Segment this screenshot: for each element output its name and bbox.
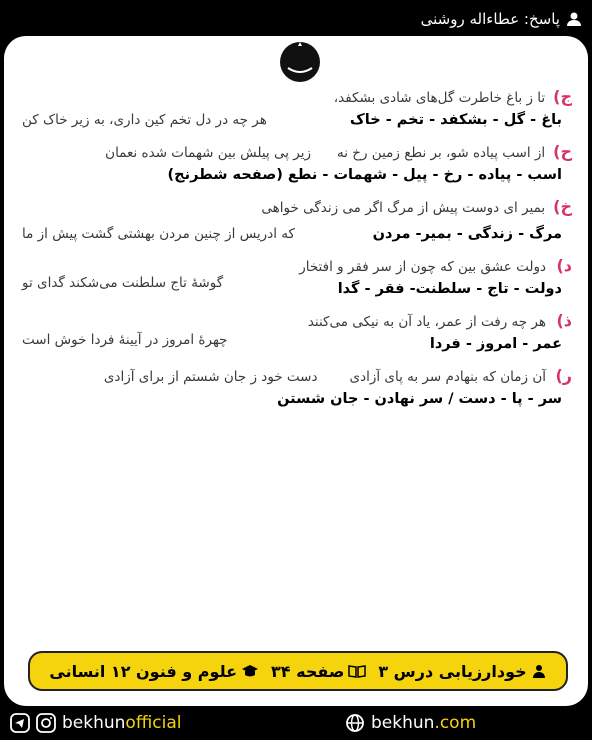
user-icon — [566, 11, 582, 27]
answer-words: سر - پا - دست / سر نهادن - جان شستن — [277, 391, 562, 407]
bottom-bar — [0, 706, 592, 740]
site-suffix: .com — [434, 713, 477, 733]
verse-first: آن زمان که بنهادم سر به پای آزادی — [349, 369, 546, 385]
answer-item — [22, 196, 572, 245]
answer-item — [22, 310, 572, 355]
item-marker: ح) — [553, 142, 572, 161]
answers-list — [22, 86, 572, 420]
verse-second: زیر پی پیلش بین شهمات شده نعمان — [105, 145, 311, 161]
answer-words: عمر - امروز - فردا — [429, 336, 562, 352]
graduation-cap-icon — [241, 664, 259, 678]
answer-words: اسب - پیاده - رخ - پیل - شهمات - نطع (صفحه شطرنج) — [167, 167, 562, 183]
student-icon — [531, 663, 547, 679]
website-link[interactable] — [345, 713, 476, 733]
book-label: علوم و فنون ۱۲ انسانی — [49, 661, 238, 681]
verse-first: از اسب پیاده شو، بر نطع زمین رخ نه — [337, 145, 546, 161]
item-marker: د) — [556, 256, 572, 275]
instagram-icon[interactable] — [36, 713, 56, 733]
answer-item — [22, 255, 572, 300]
verse-second: چهرهٔ امروز در آیینهٔ فردا خوش است — [22, 332, 228, 348]
verse-first: تا ز باغ خاطرت گل‌های شادی بشکفد، — [333, 90, 546, 106]
globe-icon — [345, 713, 365, 733]
item-marker: ذ) — [556, 311, 572, 330]
verse-first: هر چه رفت از عمر، یاد آن به نیکی می‌کنند — [307, 314, 546, 330]
lesson-footer — [28, 651, 568, 691]
item-marker: خ) — [553, 197, 572, 216]
answer-author: پاسخ: عطاءاله روشنی — [420, 10, 560, 28]
lesson-label: خودارزیابی درس ۳ — [378, 661, 527, 681]
book-icon — [348, 664, 366, 678]
site-prefix: bekhun — [371, 713, 435, 733]
telegram-icon[interactable] — [10, 713, 30, 733]
item-marker: ر) — [555, 366, 572, 385]
verse-second: هر چه در دل تخم کین داری، به زیر خاک کن — [22, 112, 267, 128]
social-handle[interactable] — [10, 713, 181, 733]
answer-item — [22, 365, 572, 410]
verse-second: که ادریس از چنین مردن بهشتی گشت پیش از ما — [22, 226, 295, 242]
answer-item — [22, 86, 572, 131]
bekhun-logo — [274, 40, 326, 88]
content-card — [4, 36, 588, 706]
item-marker: ج) — [553, 87, 572, 106]
social-prefix: bekhun — [62, 713, 126, 733]
verse-second: گوشهٔ تاج سلطنت می‌شکند گدای تو — [22, 275, 224, 291]
verse-first: بمیر ای دوست پیش از مرگ اگر می زندگی خواهی — [261, 200, 546, 216]
verse-first: دولت عشق بین که چون از سر فقر و افتخار — [299, 259, 546, 275]
social-suffix: official — [125, 713, 182, 733]
answer-words: مرگ - زندگی - بمیر- مردن — [372, 226, 562, 242]
answer-words: باغ - گل - بشکفد - تخم - خاک — [349, 112, 562, 128]
answer-item — [22, 141, 572, 186]
top-bar — [0, 0, 592, 38]
verse-second: دست خود ز جان شستم از برای آزادی — [103, 369, 318, 385]
answer-words: دولت - تاج - سلطنت- فقر - گدا — [337, 281, 562, 297]
page-label: صفحه ۳۴ — [271, 661, 345, 681]
